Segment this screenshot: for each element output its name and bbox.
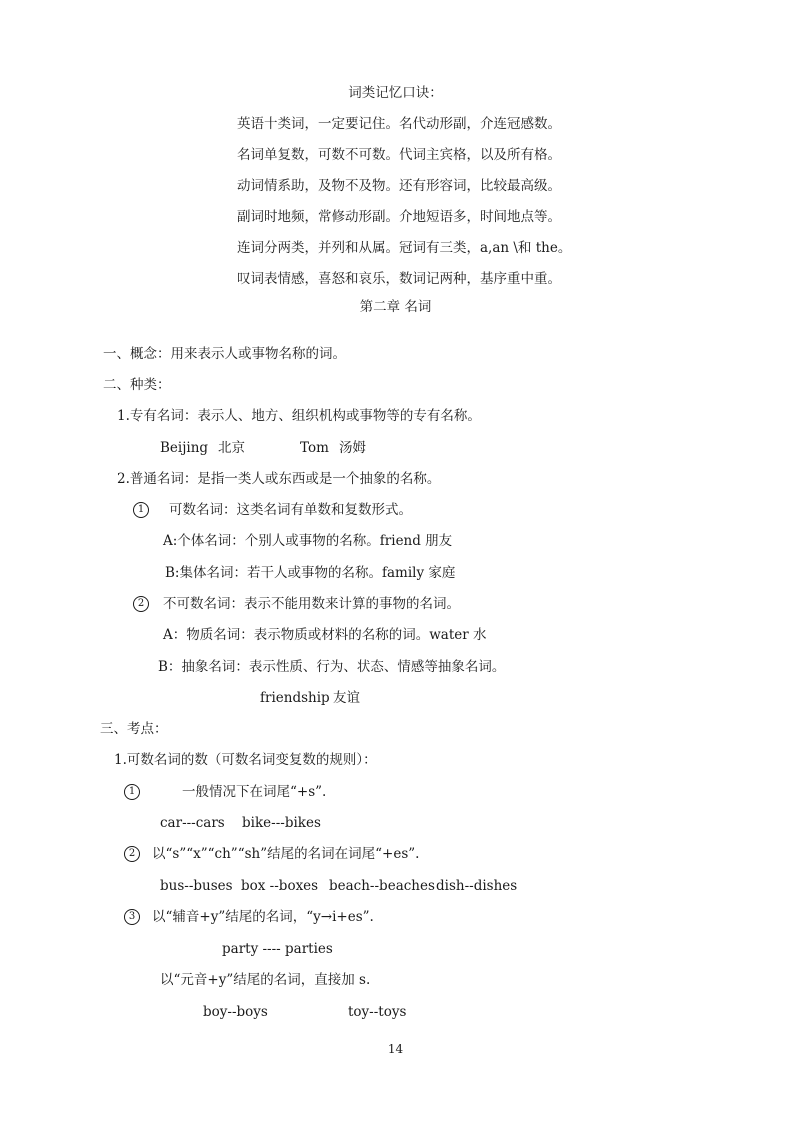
rule-3-example: party ---- parties: [222, 941, 333, 957]
collective-noun-line: B:集体名词：若干人或事物的名称。family 家庭: [165, 565, 456, 581]
circled-number-3: 3: [124, 909, 140, 925]
rule-1-example-2: bike---bikes: [242, 815, 321, 831]
mnemonic-line-4: 副词时地频，常修动形副。介地短语多，时间地点等。: [237, 209, 561, 225]
rule-1-example-1: car---cars: [160, 815, 225, 831]
rule-2-example-3: beach--beaches: [329, 878, 435, 894]
common-noun-title: 2.普通名词：是指一类人或东西或是一个抽象的名称。: [117, 471, 441, 487]
abstract-noun-example-en: friendship: [260, 690, 330, 706]
proper-noun-example-1-zh: 北京: [218, 440, 245, 456]
rule-2-item: [124, 845, 419, 863]
countable-noun-text: 可数名词：这类名词有单数和复数形式。: [169, 502, 412, 518]
mnemonic-line-1: 英语十类词，一定要记住。名代动形副，介连冠感数。: [237, 116, 561, 132]
section-types-heading: 二、种类：: [103, 377, 171, 393]
mnemonic-title: 词类记忆口诀：: [348, 85, 443, 101]
uncountable-noun-text: 不可数名词：表示不能用数来计算的事物的名词。: [163, 596, 460, 612]
rule-3-vowel-note: 以“元音+y”结尾的名词，直接加 s.: [160, 972, 371, 988]
circled-number-1: 1: [124, 784, 140, 800]
circled-number-1: 1: [133, 502, 149, 518]
circled-number-2: 2: [124, 846, 140, 862]
rule-2-example-4: dish--dishes: [436, 878, 518, 894]
abstract-noun-line: B：抽象名词：表示性质、行为、状态、情感等抽象名词。: [158, 659, 506, 675]
proper-noun-example-2-zh: 汤姆: [339, 440, 366, 456]
rule-3-item: [124, 908, 374, 926]
rule-2-example-2: box --boxes: [241, 878, 319, 894]
rule-1-item: [124, 783, 326, 801]
proper-noun-example-2-en: Tom: [300, 440, 329, 456]
plural-rules-title: 1.可数名词的数（可数名词变复数的规则）：: [114, 752, 377, 768]
rule-3-vowel-example-2: toy--toys: [348, 1004, 407, 1020]
rule-2-example-1: bus--buses: [160, 878, 233, 894]
proper-noun-example-1-en: Beijing: [160, 440, 209, 456]
circled-number-2: 2: [133, 596, 149, 612]
section-key-points-heading: 三、考点：: [100, 721, 168, 737]
abstract-noun-example-zh: 友谊: [333, 690, 360, 706]
section-concept: 一、概念：用来表示人或事物名称的词。: [103, 346, 346, 362]
mnemonic-line-3: 动词情系助，及物不及物。还有形容词，比较最高级。: [237, 178, 561, 194]
page-number: 14: [387, 1042, 404, 1056]
chapter-title: 第二章 名词: [359, 299, 432, 315]
countable-noun-item: [133, 501, 412, 519]
rule-2-text: 以“s”“x”“ch”“sh”结尾的名词在词尾“+es”.: [152, 846, 420, 862]
mnemonic-line-6: 叹词表情感，喜怒和哀乐，数词记两种，基序重中重。: [237, 271, 561, 287]
proper-noun-title: 1.专有名词：表示人、地方、组织机构或事物等的专有名称。: [117, 408, 481, 424]
mnemonic-line-5: 连词分两类，并列和从属。冠词有三类，a,an \和 the。: [237, 240, 572, 256]
rule-3-text: 以“辅音+y”结尾的名词，“y→i+es”.: [152, 909, 374, 925]
rule-1-text: 一般情况下在词尾“+s”.: [182, 784, 327, 800]
rule-3-vowel-example-1: boy--boys: [203, 1004, 268, 1020]
mnemonic-line-2: 名词单复数，可数不可数。代词主宾格，以及所有格。: [237, 147, 561, 163]
individual-noun-line: A:个体名词：个别人或事物的名称。friend 朋友: [163, 533, 453, 549]
material-noun-line: A：物质名词：表示物质或材料的名称的词。water 水: [163, 627, 487, 643]
uncountable-noun-item: [133, 595, 460, 613]
